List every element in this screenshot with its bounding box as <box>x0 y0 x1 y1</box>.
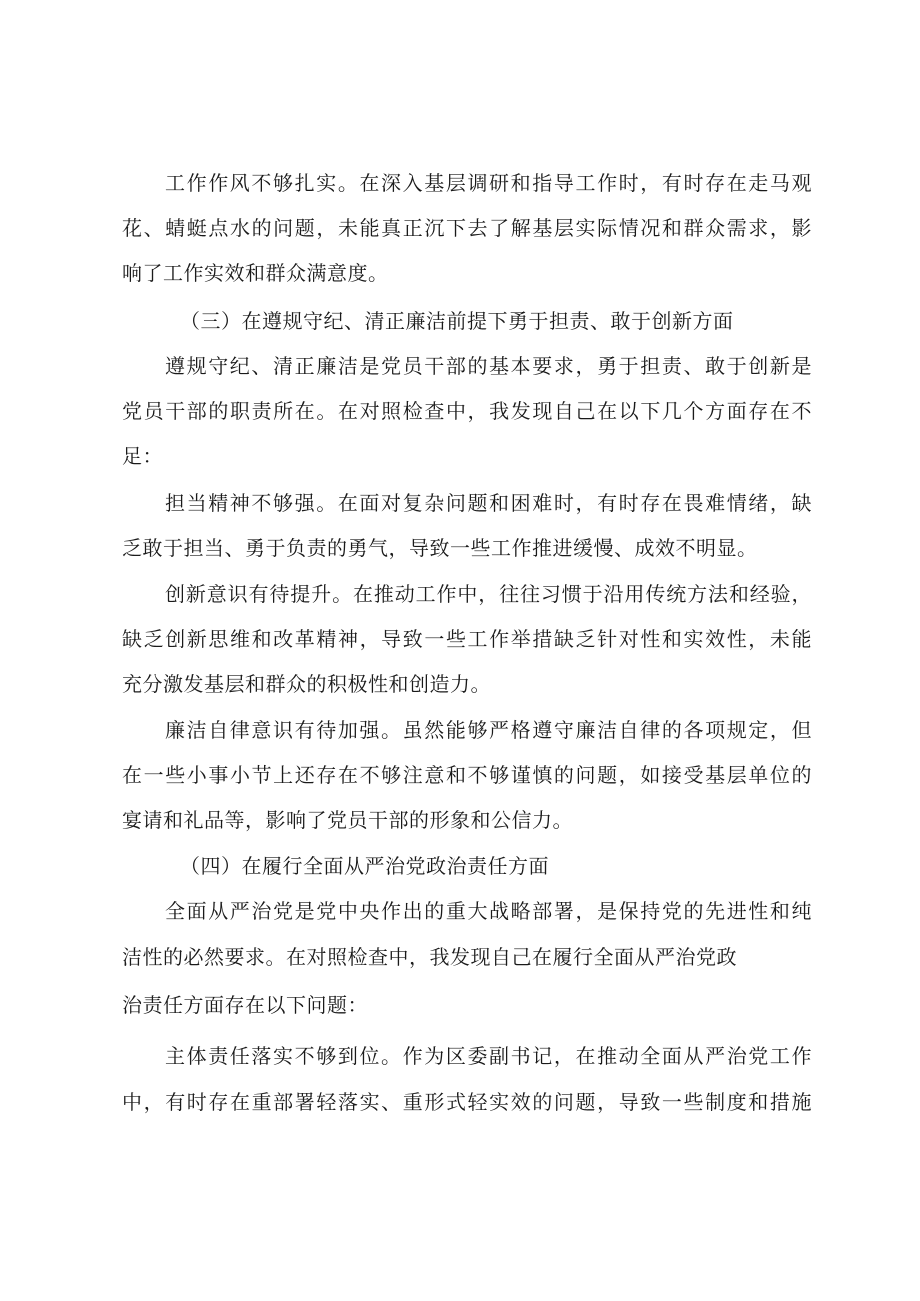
paragraph-line: 足： <box>122 444 163 468</box>
paragraph-line: 响了工作实效和群众满意度。 <box>122 261 389 285</box>
section-heading: （四）在履行全面从严治党政治责任方面 <box>180 854 549 878</box>
paragraph-line: 党员干部的职责所在。在对照检查中，我发现自己在以下几个方面存在不 <box>122 399 812 423</box>
paragraph-line: 担当精神不够强。在面对复杂问题和困难时，有时存在畏难情绪，缺 <box>165 491 812 515</box>
paragraph-line: 主体责任落实不够到位。作为区委副书记，在推动全面从严治党工作 <box>165 1044 812 1068</box>
paragraph-line: 廉洁自律意识有待加强。虽然能够严格遵守廉洁自律的各项规定，但 <box>165 718 812 742</box>
paragraph-line: 全面从严治党是党中央作出的重大战略部署，是保持党的先进性和纯 <box>165 899 812 923</box>
paragraph-line: 遵规守纪、清正廉洁是党员干部的基本要求，勇于担责、敢于创新是 <box>165 354 812 378</box>
paragraph-line: 充分激发基层和群众的积极性和创造力。 <box>122 672 491 696</box>
paragraph-line: 花、蜻蜓点水的问题，未能真正沉下去了解基层实际情况和群众需求，影 <box>122 216 812 240</box>
section-heading: （三）在遵规守纪、清正廉洁前提下勇于担责、敢于创新方面 <box>180 309 734 333</box>
paragraph-line: 宴请和礼品等，影响了党员干部的形象和公信力。 <box>122 808 573 832</box>
paragraph-line: 治责任方面存在以下问题： <box>122 993 368 1017</box>
paragraph-line: 乏敢于担当、勇于负责的勇气，导致一些工作推进缓慢、成效不明显。 <box>122 536 758 560</box>
paragraph-line: 缺乏创新思维和改革精神，导致一些工作举措缺乏针对性和实效性，未能 <box>122 627 812 651</box>
paragraph-line: 创新意识有待提升。在推动工作中，往往习惯于沿用传统方法和经验， <box>165 582 812 606</box>
paragraph-line: 洁性的必然要求。在对照检查中，我发现自己在履行全面从严治党政 <box>122 945 737 969</box>
paragraph-line: 在一些小事小节上还存在不够注意和不够谨慎的问题，如接受基层单位的 <box>122 763 812 787</box>
paragraph-line: 工作作风不够扎实。在深入基层调研和指导工作时，有时存在走马观 <box>165 171 812 195</box>
paragraph-line: 中，有时存在重部署轻落实、重形式轻实效的问题，导致一些制度和措施 <box>122 1090 812 1114</box>
